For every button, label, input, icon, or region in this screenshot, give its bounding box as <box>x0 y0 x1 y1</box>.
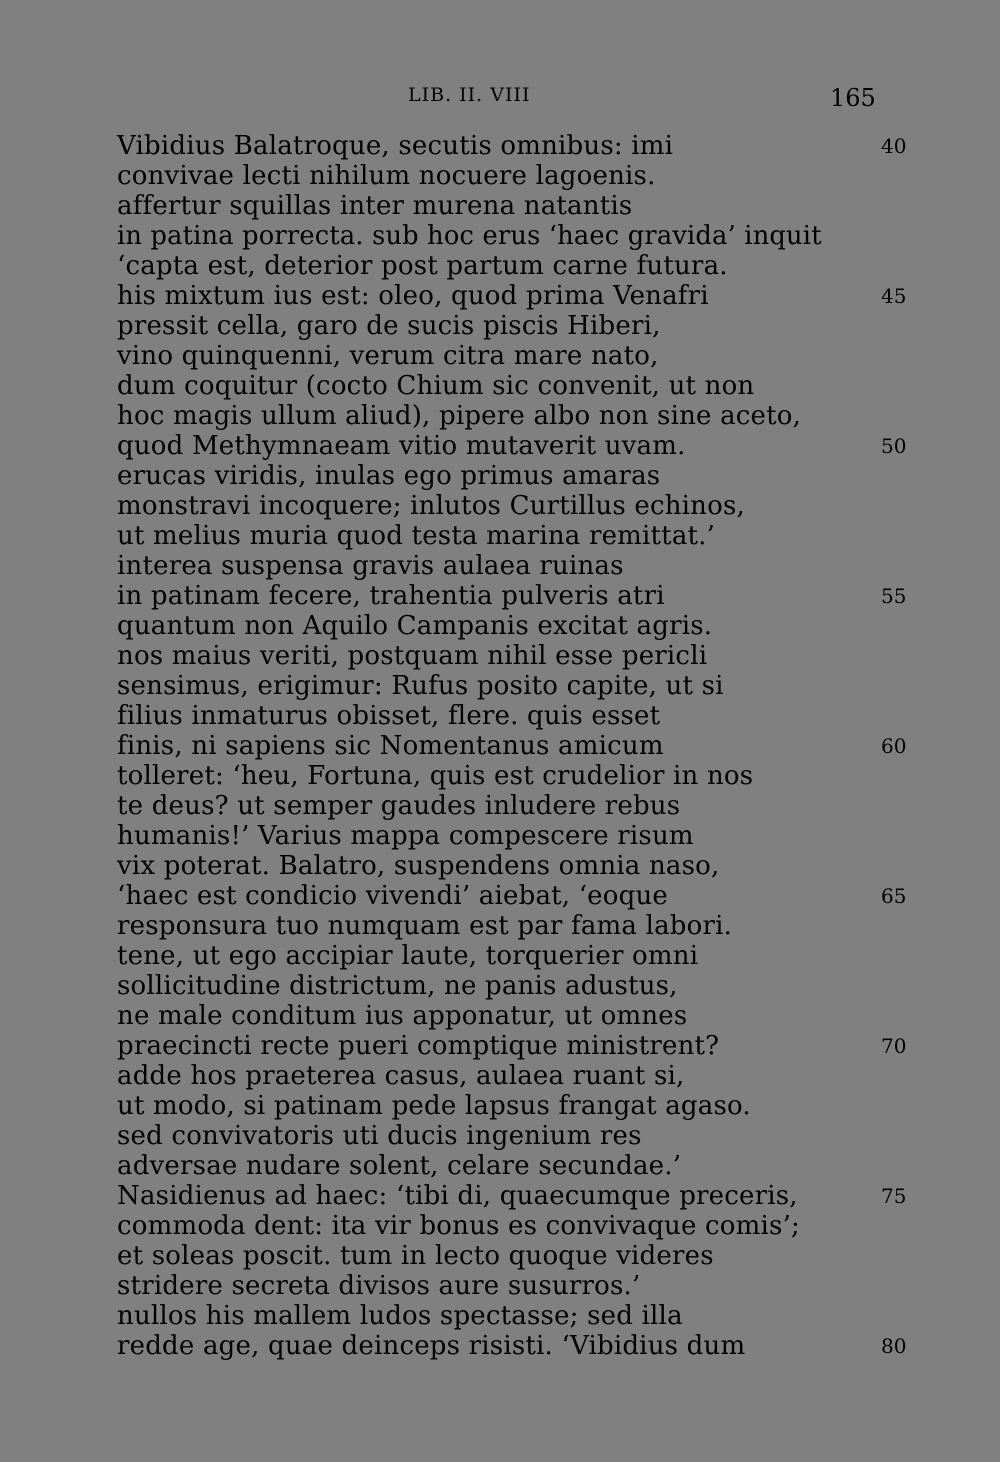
verse-line-text: quod Methymnaeam vitio mutaverit uvam. <box>117 431 686 461</box>
verse-line <box>117 671 957 701</box>
verse-line-text: nos maius veriti, postquam nihil esse pericli <box>117 641 708 671</box>
verse-line-text: ut modo, si patinam pede lapsus frangat agaso. <box>117 1091 751 1121</box>
running-head <box>0 84 1000 114</box>
line-number: 45 <box>881 284 907 308</box>
verse-line-text: sensimus, erigimur: Rufus posito capite, ut si <box>117 671 724 701</box>
verse-line-text: ‘capta est, deterior post partum carne futura. <box>117 251 728 281</box>
verse-line <box>117 971 957 1001</box>
verse-line <box>117 1301 957 1331</box>
verse-line <box>117 221 957 251</box>
verse-line <box>117 371 957 401</box>
verse-line-text: adversae nudare solent, celare secundae.’ <box>117 1151 682 1181</box>
verse-line <box>117 1031 957 1061</box>
verse-line-text: adde hos praeterea casus, aulaea ruant si, <box>117 1061 685 1091</box>
verse-line <box>117 731 957 761</box>
verse-line-text: convivae lecti nihilum nocuere lagoenis. <box>117 161 656 191</box>
verse-line <box>117 941 957 971</box>
line-number: 75 <box>881 1184 907 1208</box>
verse-line-text: tene, ut ego accipiar laute, torquerier omni <box>117 941 699 971</box>
verse-line <box>117 1061 957 1091</box>
verse-line <box>117 1181 957 1211</box>
verse-line-text: hoc magis ullum aliud), pipere albo non sine aceto, <box>117 401 802 431</box>
verse-line <box>117 521 957 551</box>
verse-line-text: humanis!’ Varius mappa compescere risum <box>117 821 694 851</box>
verse-line-text: Nasidienus ad haec: ‘tibi di, quaecumque preceris, <box>117 1181 798 1211</box>
verse-line-text: ne male conditum ius apponatur, ut omnes <box>117 1001 688 1031</box>
verse-line <box>117 611 957 641</box>
line-number: 60 <box>881 734 907 758</box>
verse-line <box>117 161 957 191</box>
verse-line-text: commoda dent: ita vir bonus es convivaque comis’; <box>117 1211 800 1241</box>
verse-line-text: vino quinquenni, verum citra mare nato, <box>117 341 659 371</box>
verse-line <box>117 1121 957 1151</box>
verse-line <box>117 341 957 371</box>
verse-line <box>117 851 957 881</box>
verse-line-text: Vibidius Balatroque, secutis omnibus: imi <box>117 131 674 161</box>
verse-line-text: interea suspensa gravis aulaea ruinas <box>117 551 624 581</box>
page-number: 165 <box>830 84 876 112</box>
verse-line-text: finis, ni sapiens sic Nomentanus amicum <box>117 731 664 761</box>
verse-line-text: erucas viridis, inulas ego primus amaras <box>117 461 661 491</box>
running-title: LIB. II. VIII <box>408 84 531 106</box>
verse-line <box>117 1211 957 1241</box>
verse-line <box>117 761 957 791</box>
verse-line-text: vix poterat. Balatro, suspendens omnia naso, <box>117 851 720 881</box>
verse-line <box>117 401 957 431</box>
verse-line-text: quantum non Aquilo Campanis excitat agris. <box>117 611 713 641</box>
verse-line-text: ‘haec est condicio vivendi’ aiebat, ‘eoque <box>117 881 668 911</box>
verse-line <box>117 581 957 611</box>
verse-line-text: in patinam fecere, trahentia pulveris atri <box>117 581 665 611</box>
line-number: 80 <box>881 1334 907 1358</box>
line-number: 65 <box>881 884 907 908</box>
verse-line-text: stridere secreta divisos aure susurros.’ <box>117 1271 641 1301</box>
verse-line-text: sollicitudine districtum, ne panis adustus, <box>117 971 678 1001</box>
verse-line <box>117 191 957 221</box>
verse-line <box>117 1271 957 1301</box>
line-number: 70 <box>881 1034 907 1058</box>
verse-line <box>117 131 957 161</box>
verse-block <box>117 131 957 1361</box>
verse-line-text: tolleret: ‘heu, Fortuna, quis est crudelior in nos <box>117 761 754 791</box>
line-number: 40 <box>881 134 907 158</box>
verse-line <box>117 821 957 851</box>
verse-line <box>117 461 957 491</box>
verse-line-text: pressit cella, garo de sucis piscis Hiberi, <box>117 311 661 341</box>
verse-line <box>117 281 957 311</box>
verse-line-text: ut melius muria quod testa marina remittat.’ <box>117 521 716 551</box>
verse-line <box>117 911 957 941</box>
verse-line-text: et soleas poscit. tum in lecto quoque videres <box>117 1241 714 1271</box>
line-number: 55 <box>881 584 907 608</box>
verse-line <box>117 251 957 281</box>
verse-line <box>117 791 957 821</box>
verse-line <box>117 431 957 461</box>
verse-line-text: responsura tuo numquam est par fama labori. <box>117 911 733 941</box>
verse-line <box>117 1091 957 1121</box>
verse-line <box>117 701 957 731</box>
verse-line <box>117 1241 957 1271</box>
verse-line-text: dum coquitur (cocto Chium sic convenit, ut non <box>117 371 755 401</box>
verse-line <box>117 1331 957 1361</box>
verse-line <box>117 491 957 521</box>
verse-line <box>117 881 957 911</box>
verse-line-text: his mixtum ius est: oleo, quod prima Venafri <box>117 281 709 311</box>
verse-line-text: affertur squillas inter murena natantis <box>117 191 633 221</box>
verse-line <box>117 311 957 341</box>
verse-line-text: monstravi incoquere; inlutos Curtillus echinos, <box>117 491 745 521</box>
verse-line-text: te deus? ut semper gaudes inludere rebus <box>117 791 681 821</box>
verse-line-text: sed convivatoris uti ducis ingenium res <box>117 1121 642 1151</box>
verse-line-text: in patina porrecta. sub hoc erus ‘haec gravida’ inquit <box>117 221 822 251</box>
verse-line-text: redde age, quae deinceps risisti. ‘Vibidius dum <box>117 1331 746 1361</box>
line-number: 50 <box>881 434 907 458</box>
verse-line-text: filius inmaturus obisset, flere. quis esset <box>117 701 661 731</box>
verse-line <box>117 641 957 671</box>
verse-line <box>117 1151 957 1181</box>
verse-line-text: praecincti recte pueri comptique ministrent? <box>117 1031 720 1061</box>
verse-line <box>117 1001 957 1031</box>
verse-line <box>117 551 957 581</box>
verse-line-text: nullos his mallem ludos spectasse; sed illa <box>117 1301 683 1331</box>
